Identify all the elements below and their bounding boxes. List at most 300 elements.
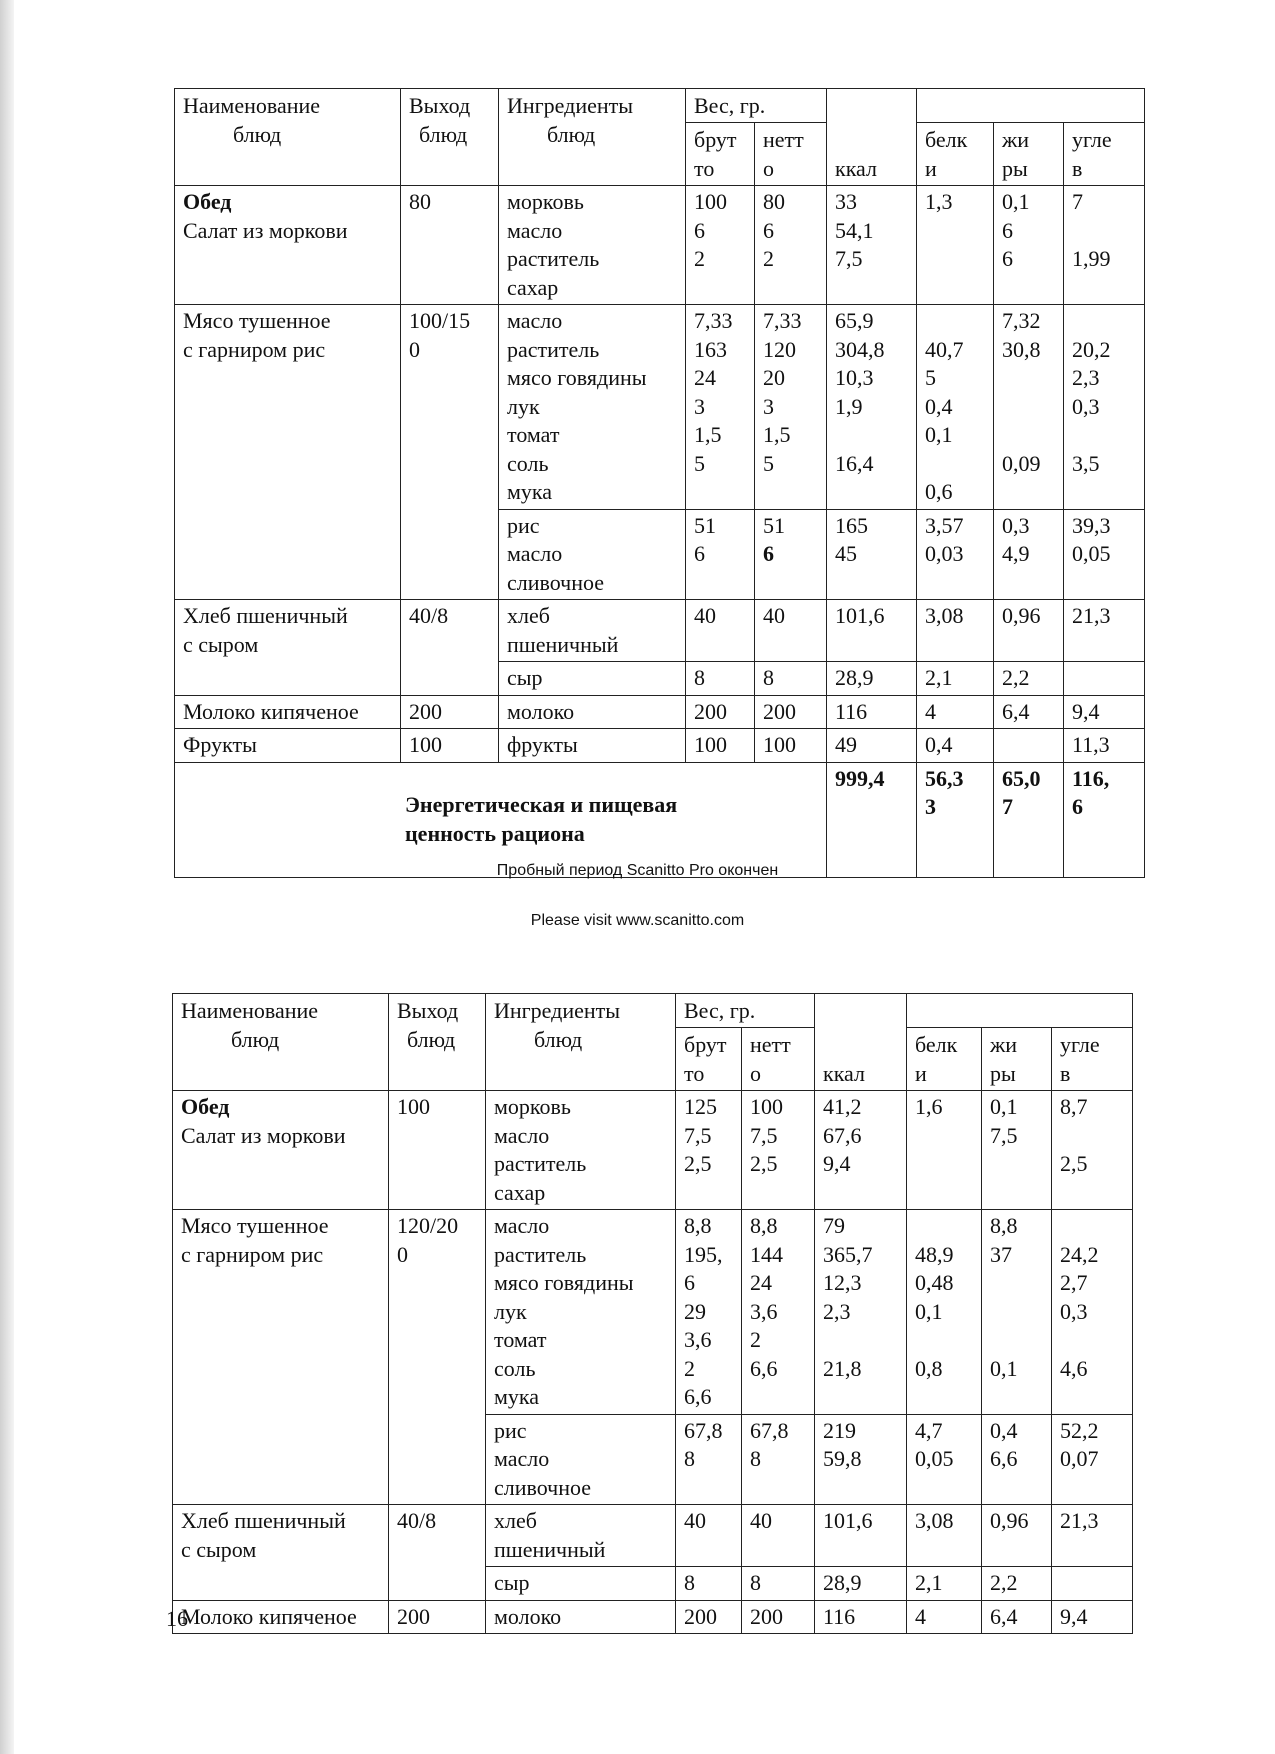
cell-line: с гарниром рис (181, 1241, 324, 1267)
cell-line: 65,9 (835, 308, 874, 333)
ingredients-cell (486, 1600, 676, 1634)
dish-name-cell (173, 1600, 389, 1634)
carbs-cell (1064, 509, 1145, 600)
output-cell (389, 1505, 486, 1601)
cell-line: 8 (750, 1570, 761, 1595)
cell-line (925, 307, 985, 336)
kcal-cell (827, 305, 917, 510)
cell-line: 0,4 (925, 732, 953, 757)
cell-line (1060, 1122, 1124, 1151)
protein-cell (907, 1600, 982, 1634)
cell-line: 6,6 (990, 1446, 1018, 1471)
cell-line: масло (494, 1446, 550, 1471)
carbs-cell (1064, 305, 1145, 510)
cell-line: 0,09 (1002, 450, 1041, 476)
cell-line: 40 (763, 603, 785, 628)
cell-line: 2 (694, 246, 705, 271)
cell-line: 3 (694, 393, 705, 419)
cell-line: томат (507, 422, 560, 447)
dish-name-cell (173, 1091, 389, 1210)
fat-cell (982, 1567, 1052, 1601)
output-cell (401, 186, 499, 305)
cell-line: 0,3 (1002, 512, 1030, 538)
header-dish-name: Наименование блюд (175, 89, 401, 186)
protein-cell (917, 695, 994, 729)
cell-line: 51 (763, 512, 785, 538)
header-net: нетт о (742, 1028, 815, 1091)
ingredients-cell (499, 186, 686, 305)
cell-line: рис (507, 512, 540, 538)
cell-line: 101,6 (835, 603, 885, 628)
cell-line (823, 1326, 898, 1355)
cell-line: 2,2 (990, 1570, 1018, 1595)
cell-line: 4,7 (915, 1417, 943, 1443)
cell-line: 163 (694, 336, 727, 362)
cell-line: 116 (835, 698, 868, 724)
cell-line: 8 (750, 1446, 761, 1471)
protein-cell (917, 186, 994, 305)
kcal-cell (815, 1210, 907, 1415)
cell-line: 33 (835, 189, 857, 214)
cell-line: 21,8 (823, 1355, 862, 1381)
cell-line: 120 (763, 336, 796, 362)
cell-line: 59,8 (823, 1446, 862, 1471)
cell-line: Хлеб пшеничный (181, 1508, 346, 1533)
cell-line: Салат из моркови (183, 217, 348, 243)
header-kcal: ккал (827, 89, 917, 186)
cell-line: 7,5 (835, 246, 863, 271)
dish-name-cell (175, 695, 401, 729)
table-row (175, 305, 1145, 510)
cell-line: 3,57 (925, 512, 964, 538)
cell-line: 5 (694, 450, 705, 476)
ingredients-cell (499, 305, 686, 510)
cell-line: 1,3 (925, 189, 953, 214)
net-cell (755, 509, 827, 600)
cell-line: масло (507, 217, 563, 243)
cell-line: соль (507, 450, 549, 476)
output-cell (389, 1600, 486, 1634)
kcal-cell (827, 509, 917, 600)
fat-cell (994, 695, 1064, 729)
cell-line: 8,8 (750, 1213, 778, 1238)
table-2-body (173, 1091, 1133, 1634)
cell-line: 8 (763, 665, 774, 690)
gross-cell (686, 509, 755, 600)
cell-line: 3,6 (750, 1298, 778, 1324)
table-row (175, 186, 1145, 305)
cell-line: 6,4 (1002, 698, 1030, 724)
fat-cell (982, 1600, 1052, 1634)
cell-line (1072, 664, 1136, 693)
net-cell (755, 305, 827, 510)
carbs-cell (1052, 1414, 1133, 1505)
carbs-cell (1064, 600, 1145, 662)
cell-line: 100 (763, 732, 796, 757)
kcal-cell (827, 662, 917, 696)
header-output: Выход блюд (401, 89, 499, 186)
cell-line (1072, 217, 1136, 246)
cell-line: 3,5 (1072, 450, 1100, 476)
protein-cell (907, 1091, 982, 1210)
protein-cell (907, 1567, 982, 1601)
cell-line: 100 (694, 189, 727, 214)
cell-line: 0,07 (1060, 1446, 1099, 1471)
cell-line: 7,33 (694, 308, 733, 333)
kcal-cell (815, 1567, 907, 1601)
cell-line: 2,3 (1072, 365, 1100, 390)
dish-name-cell (175, 305, 401, 600)
cell-line: 125 (684, 1094, 717, 1119)
cell-line: 4 (925, 698, 936, 724)
cell-line: 100/15 (409, 308, 471, 333)
output-cell (389, 1210, 486, 1505)
watermark-line-2: Please visit www.scanitto.com (530, 912, 745, 929)
cell-line: 3,08 (925, 603, 964, 628)
table-row (175, 729, 1145, 763)
carbs-cell (1064, 186, 1145, 305)
header-net: нетт о (755, 123, 827, 186)
gross-cell (676, 1600, 742, 1634)
dish-name-cell (173, 1210, 389, 1505)
cell-line: сливочное (507, 569, 605, 595)
cell-line: 4 (915, 1603, 926, 1629)
cell-line: 10,3 (835, 365, 874, 390)
cell-line: 195, (684, 1241, 723, 1267)
cell-line: 28,9 (823, 1570, 862, 1595)
cell-line: 8 (694, 665, 705, 690)
cell-line: 2 (763, 246, 774, 271)
cell-line: сыр (507, 665, 543, 690)
cell-line: 24 (694, 365, 716, 390)
cell-line: Молоко кипяченое (181, 1603, 357, 1629)
cell-line: 0 (397, 1241, 408, 1267)
header-output: Выход блюд (389, 994, 486, 1091)
cell-line: 200 (397, 1603, 430, 1629)
cell-line: Салат из моркови (181, 1122, 346, 1148)
total-label: Энергетическая и пищевая ценность рациона (175, 762, 827, 877)
cell-line (1002, 421, 1055, 450)
ingredients-cell (499, 600, 686, 662)
protein-cell (907, 1210, 982, 1415)
cell-line: 0,1 (990, 1355, 1018, 1381)
carbs-cell (1052, 1600, 1133, 1634)
kcal-cell (827, 695, 917, 729)
cell-line (1060, 1326, 1124, 1355)
cell-line: 2 (684, 1355, 695, 1381)
cell-line: морковь (507, 189, 584, 214)
cell-line (1002, 393, 1055, 422)
ingredients-cell (499, 509, 686, 600)
ingredients-cell (499, 695, 686, 729)
cell-line: раститель (507, 336, 600, 362)
cell-line: 2,5 (684, 1151, 712, 1176)
kcal-cell (815, 1414, 907, 1505)
protein-cell (917, 305, 994, 510)
cell-line: 6 (684, 1270, 695, 1295)
cell-line: 365,7 (823, 1241, 873, 1267)
cell-line (1072, 307, 1136, 336)
cell-line: 200 (750, 1603, 783, 1629)
cell-line: 0,1 (915, 1298, 943, 1324)
kcal-cell (815, 1600, 907, 1634)
cell-line: 0,8 (915, 1355, 943, 1381)
protein-cell (917, 509, 994, 600)
net-cell (755, 729, 827, 763)
fat-cell (982, 1210, 1052, 1415)
cell-line: 54,1 (835, 217, 874, 243)
net-cell (755, 695, 827, 729)
cell-line: 40/8 (397, 1508, 437, 1533)
kcal-cell (827, 729, 917, 763)
cell-line: 21,3 (1060, 1508, 1099, 1533)
table-1-body (175, 186, 1145, 763)
cell-line: 3 (763, 393, 774, 419)
cell-line: 67,6 (823, 1122, 862, 1148)
cell-line: 6 (694, 541, 705, 566)
cell-line: 100 (750, 1094, 783, 1119)
cell-line: лук (494, 1298, 527, 1324)
fat-cell (982, 1091, 1052, 1210)
header-carbs: угле в (1052, 1028, 1133, 1091)
cell-line: 200 (763, 698, 796, 724)
cell-line: 6,4 (990, 1603, 1018, 1629)
cell-line: рис (494, 1417, 527, 1443)
cell-line: 24 (750, 1270, 772, 1295)
cell-line: с сыром (181, 1536, 257, 1562)
cell-line: 100 (409, 732, 442, 757)
protein-cell (917, 729, 994, 763)
carbs-cell (1064, 662, 1145, 696)
gross-cell (676, 1567, 742, 1601)
cell-line: 1,9 (835, 393, 863, 419)
cell-line: 8,7 (1060, 1094, 1088, 1119)
output-cell (401, 305, 499, 600)
cell-line: 2,1 (915, 1570, 943, 1595)
protein-cell (917, 662, 994, 696)
cell-line: с сыром (183, 631, 259, 657)
cell-line (835, 421, 908, 450)
cell-line: 0,1 (1002, 189, 1030, 214)
cell-line: 9,4 (823, 1151, 851, 1176)
cell-line: 120/20 (397, 1213, 459, 1238)
cell-line: 0,4 (925, 393, 953, 419)
table-row (173, 1600, 1133, 1634)
ingredients-cell (486, 1091, 676, 1210)
menu-table-1 (174, 88, 1145, 878)
cell-line: сыр (494, 1570, 530, 1595)
cell-line: 7,5 (684, 1122, 712, 1148)
cell-line: 24,2 (1060, 1241, 1099, 1267)
cell-line: 200 (694, 698, 727, 724)
cell-line: 0,03 (925, 541, 964, 566)
gross-cell (686, 305, 755, 510)
header-weight: Вес, гр. (676, 994, 815, 1028)
cell-line: 30,8 (1002, 336, 1041, 362)
output-cell (401, 695, 499, 729)
output-cell (389, 1091, 486, 1210)
net-cell (742, 1091, 815, 1210)
meal-label: Обед (181, 1094, 230, 1119)
ingredients-cell (486, 1414, 676, 1505)
header-kcal: ккал (815, 994, 907, 1091)
fat-cell (994, 509, 1064, 600)
cell-line: 8 (684, 1570, 695, 1595)
cell-line: 7 (1072, 189, 1083, 214)
ingredients-cell (486, 1505, 676, 1567)
fat-cell (994, 186, 1064, 305)
fat-cell (994, 305, 1064, 510)
cell-line: 9,4 (1072, 698, 1100, 724)
table-row (173, 1505, 1133, 1567)
header-ingredients: Ингредиенты блюд (486, 994, 676, 1091)
ingredients-cell (499, 729, 686, 763)
cell-line: 51 (694, 512, 716, 538)
cell-line: 11,3 (1072, 732, 1110, 757)
cell-line: 3,08 (915, 1508, 954, 1533)
net-cell (742, 1414, 815, 1505)
cell-line: 8,8 (684, 1213, 712, 1238)
cell-line: соль (494, 1355, 536, 1381)
cell-line: 7,5 (990, 1122, 1018, 1148)
cell-line: 80 (409, 189, 431, 214)
cell-line: пшеничный (507, 631, 619, 657)
cell-line: пшеничный (494, 1536, 606, 1562)
kcal-cell (815, 1091, 907, 1210)
cell-line (1060, 1212, 1124, 1241)
cell-line: 6 (763, 541, 774, 566)
gross-cell (686, 695, 755, 729)
cell-line: 0,3 (1060, 1298, 1088, 1324)
cell-line: 165 (835, 512, 868, 538)
gross-cell (676, 1091, 742, 1210)
carbs-cell (1052, 1567, 1133, 1601)
cell-line: 2,5 (750, 1151, 778, 1176)
cell-line: мука (494, 1384, 540, 1409)
cell-line: сливочное (494, 1474, 592, 1500)
header-fat: жи ры (994, 123, 1064, 186)
cell-line: раститель (494, 1151, 587, 1176)
cell-line: 67,8 (684, 1417, 723, 1443)
cell-line: мясо говядины (507, 365, 647, 390)
table-row (173, 1091, 1133, 1210)
cell-line: мука (507, 479, 553, 504)
cell-line: раститель (507, 246, 600, 271)
gross-cell (676, 1505, 742, 1567)
cell-line: 219 (823, 1417, 856, 1443)
cell-line: 67,8 (750, 1417, 789, 1443)
cell-line: 6 (763, 217, 774, 243)
net-cell (742, 1210, 815, 1415)
cell-line: молоко (507, 698, 575, 724)
kcal-cell (827, 600, 917, 662)
cell-line: 6 (1002, 217, 1013, 243)
cell-line: 0,96 (990, 1508, 1029, 1533)
fat-cell (994, 662, 1064, 696)
total-carbs: 116, 6 (1064, 762, 1145, 877)
net-cell (742, 1600, 815, 1634)
kcal-cell (827, 186, 917, 305)
cell-line: 2,3 (823, 1298, 851, 1324)
total-row (175, 762, 1145, 877)
cell-line: 116 (823, 1603, 856, 1629)
cell-line: мясо говядины (494, 1270, 634, 1295)
cell-line: Мясо тушенное (181, 1213, 329, 1238)
header-row (175, 89, 1145, 123)
cell-line: 40/8 (409, 603, 449, 628)
cell-line: 5 (925, 365, 936, 390)
gross-cell (686, 662, 755, 696)
total-fat: 65,0 7 (994, 762, 1064, 877)
kcal-cell (815, 1505, 907, 1567)
cell-line: Хлеб пшеничный (183, 603, 348, 628)
cell-line: масло (494, 1122, 550, 1148)
cell-line: 6,6 (750, 1355, 778, 1381)
header-row (173, 994, 1133, 1028)
cell-line: 3,6 (684, 1327, 712, 1352)
cell-line: 0,05 (1072, 541, 1111, 566)
gross-cell (686, 729, 755, 763)
dish-name-cell (173, 1505, 389, 1601)
cell-line: 45 (835, 541, 857, 566)
cell-line: 39,3 (1072, 512, 1111, 538)
table-row (175, 600, 1145, 662)
header-nutrients (907, 994, 1133, 1028)
cell-line: 21,3 (1072, 603, 1111, 628)
carbs-cell (1052, 1091, 1133, 1210)
menu-table-2 (172, 993, 1133, 1634)
cell-line: 144 (750, 1241, 783, 1267)
cell-line: 0,05 (915, 1446, 954, 1471)
cell-line: 40 (750, 1508, 772, 1533)
cell-line: 40,7 (925, 336, 964, 362)
ingredients-cell (486, 1567, 676, 1601)
header-gross: брут то (676, 1028, 742, 1091)
cell-line: 200 (684, 1603, 717, 1629)
cell-line (990, 1269, 1043, 1298)
cell-line (925, 450, 985, 479)
cell-line: 0,4 (990, 1417, 1018, 1443)
carbs-cell (1052, 1505, 1133, 1567)
watermark-line-1: Пробный период Scanitto Pro окончен (496, 862, 779, 879)
cell-line: 4,9 (1002, 541, 1030, 566)
net-cell (755, 600, 827, 662)
cell-line: Мясо тушенное (183, 308, 331, 333)
output-cell (401, 729, 499, 763)
cell-line: 1,5 (694, 422, 722, 447)
cell-line: 2,7 (1060, 1270, 1088, 1295)
cell-line: 0 (409, 336, 420, 362)
header-ingredients: Ингредиенты блюд (499, 89, 686, 186)
cell-line: сахар (507, 274, 559, 300)
cell-line (990, 1298, 1043, 1327)
header-fat: жи ры (982, 1028, 1052, 1091)
protein-cell (917, 600, 994, 662)
header-nutrients (917, 89, 1145, 123)
cell-line: молоко (494, 1603, 562, 1629)
cell-line: 6,6 (684, 1384, 712, 1409)
cell-line: масло (507, 308, 563, 333)
dish-name-cell (175, 186, 401, 305)
cell-line: Молоко кипяченое (183, 698, 359, 724)
cell-line: 1,5 (763, 422, 791, 447)
output-cell (401, 600, 499, 696)
header-dish-name: Наименование блюд (173, 994, 389, 1091)
protein-cell (907, 1505, 982, 1567)
cell-line: фрукты (507, 732, 578, 757)
cell-line: 48,9 (915, 1241, 954, 1267)
cell-line: хлеб (494, 1508, 537, 1533)
